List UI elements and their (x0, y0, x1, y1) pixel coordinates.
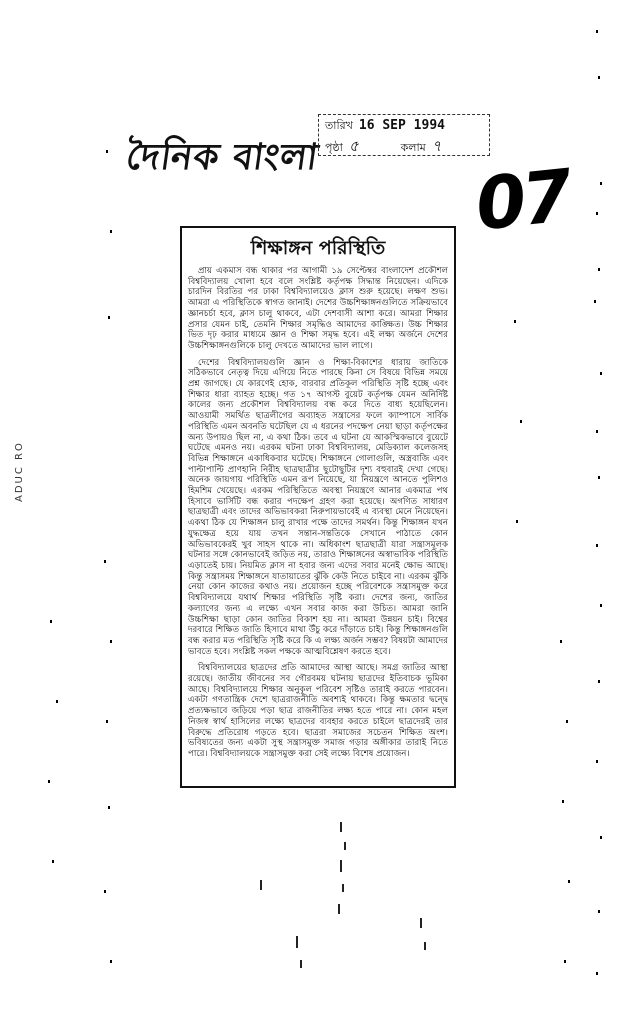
stamp-date-label: তারিখ (325, 119, 353, 132)
stamp-date-value: 16 SEP 1994 (358, 118, 445, 133)
clipping-stamp (318, 114, 490, 156)
article-paragraph: দেশের বিশ্ববিদ্যালয়গুলি জ্ঞান ও শিক্ষা-বিকাশের ধারায় জাতিকে সঠিকভাবে নেতৃত্ব দিয়ে এগিয়ে নিতে পারছে কিনা সে বিষয়ে বিভিন্ন সময়ে প্রশ্ন জাগছে। যে কারণেই হোক, বারবার প্রতিকূল পরিস্থিতি সৃষ্টি হচ্ছে এবং শিক্ষার ধারা ব্যাহত হচ্ছে। গত ১৭ আগস্ট বুয়েট কর্তৃপক্ষ যেমন অনির্দিষ্ট কালের জন্য প্রকৌশল বিশ্ববিদ্যালয় বন্ধ করে দিতে বাধ্য হয়েছিলেন। আওয়ামী সমর্থিত ছাত্রলীগের অব্যাহত সন্ত্রাসের ফলে ক্যাম্পাসে সার্বিক পরিস্থিতি এমন অবনতি ঘটেছিল যে এ ধরনের পদক্ষেপ নেয়া ছাড়া কর্তৃপক্ষের অন্য উপায়ও ছিল না, এ কথা ঠিক। তবে এ ঘটনা যে আকস্মিকভাবে বুয়েটে ঘটেছে এমনও নয়। এরকম ঘটনা ঢাকা বিশ্ববিদ্যালয়, মেডিক্যাল কলেজসহ বিভিন্ন শিক্ষাঙ্গনে একাধিকবার ঘটেছে। শিক্ষাঙ্গনে গোলাগুলি, অস্ত্রবাজি এবং পাল্টাপাল্টি প্রাণহানি নিরীহ ছাত্রছাত্রীর ছুটোছুটির দৃশ্য বহুবারই দেখা গেছে। অনেক জায়গায় পরিস্থিতি এমন রূপ নিয়েছে, যা নিয়ন্ত্রণে আনতে পুলিশও হিমশিম খেয়েছে। এরকম পরিস্থিতিতে অবস্থা নিয়ন্ত্রণে আনার একমাত্র পথ হিসাবে ভার্সিটি বন্ধ করার পদক্ষেপ গ্রহণ করা হয়েছে। অগণিত সাধারণ ছাত্রছাত্রী এবং তাদের অভিভাবকরা নিরুপায়ভাবেই এ ব্যবস্থা মেনে নিয়েছেন। একথা ঠিক যে শিক্ষাঙ্গন চালু রাখার পক্ষে তাদের সমর্থন। কিন্তু শিক্ষাঙ্গন যখন যুদ্ধক্ষেত্র হয়ে যায় তখন সন্তান-সন্ততিকে সেখানে পাঠাতে কোন অভিভাবকেরই খুব সাহস থাকে না। অধিকাংশ ছাত্রছাত্রী যারা সন্ত্রাসমূলক ঘটনার সঙ্গে কোনভাবেই জড়িত নয়, তারাও শিক্ষাঙ্গনের অস্বাভাবিক পরিস্থিতি এড়াতেই চায়। নিয়মিত ক্লাস না হবার জন্য এদের সবার মনেই ক্ষোভ আছে। কিন্তু সন্ত্রাসময় শিক্ষাঙ্গনে যাতায়াতের ঝুঁকি কেউ নিতে চাইবে না। এরকম ঝুঁকি নেয়া কোন কাজের কথাও নয়। প্রয়োজন হচ্ছে পরিবেশকে সন্ত্রাসমুক্ত করে বিশ্ববিদ্যালয়ে যথার্থ শিক্ষার পরিস্থিতি সৃষ্টি করা। দেশের জন্য, জাতির কল্যাণের জন্য এ লক্ষ্যে এখন সবার কাজ করা উচিত। আমরা জানি উচ্চশিক্ষা ছাড়া কোন জাতির বিকাশ হয় না। আমরা উন্নয়ন চাই। বিশ্বের দরবারে শিক্ষিত জাতি হিসাবে মাথা উঁচু করে দাঁড়াতে চাই। কিন্তু শিক্ষাঙ্গনগুলি বন্ধ করার মত পরিস্থিতি সৃষ্টি করে কি এ লক্ষ্য অর্জন সম্ভব? বিষয়টা আমাদের ভাবতে হবে। সংশ্লিষ্ট সকল পক্ষকে আত্মবিশ্লেষণ করতে হবে। (188, 357, 448, 657)
article-title: শিক্ষাঙ্গন পরিস্থিতি (250, 237, 386, 259)
newspaper-masthead: দৈনিক বাংলা (123, 136, 322, 178)
stamp-column-label: কলাম (400, 141, 426, 154)
stamp-column-value: ৭ (431, 137, 442, 155)
stamp-page-value: ৫ (348, 137, 359, 155)
article-clipping (180, 226, 456, 788)
article-paragraph: প্রায় একমাস বন্ধ থাকার পর আগামী ১৯ সেপ্টেম্বর বাংলাদেশ প্রকৌশল বিশ্ববিদ্যালয় খোলা হবে বলে সংশ্লিষ্ট কর্তৃপক্ষ সিদ্ধান্ত নিয়েছেন। এদিকে চারদিন বিরতির পর ঢাকা বিশ্ববিদ্যালয়েও ক্লাস শুরু হয়েছে। লক্ষণ শুভ। আমরা এ পরিস্থিতিকে স্বাগত জানাই। দেশের উচ্চশিক্ষাঙ্গনগুলিতে সক্রিয়ভাবে জ্ঞানচর্চা হবে, ক্লাস চালু থাকবে, এটা দেশবাসী আশা করে। আমরা শিক্ষার প্রসার যেমন চাই, তেমনি শিক্ষার সমৃদ্ধিও আমাদের কাঙ্ক্ষিত। উচ্চ শিক্ষার ভিত দৃঢ় করার মাধ্যমে জ্ঞান ও শিক্ষা সমৃদ্ধ হবে। এই লক্ষ্য অর্জনে দেশের উচ্চশিক্ষাঙ্গনগুলিকে চালু দেখতে আমাদের ভাল লাগে। (188, 266, 448, 351)
side-stamp-text: ADUC RO (14, 441, 25, 502)
stamp-page-label: পৃষ্ঠা (325, 141, 343, 154)
article-paragraph: বিশ্ববিদ্যালয়ের ছাত্রদের প্রতি আমাদের আস্থা আছে। সমগ্র জাতির আস্থা রয়েছে। জাতীয় জীবনের সব গৌরবময় ঘটনায় ছাত্রদের ইতিবাচক ভূমিকা আছে। বিশ্ববিদ্যালয়ে শিক্ষার অনুকূল পরিবেশ সৃষ্টিও তারাই করতে পারবেন। একটা গণতান্ত্রিক দেশে ছাত্ররাজনীতি অবশ্যই থাকবে। কিন্তু ক্ষমতার দ্বন্দ্বে প্রত্যক্ষভাবে জড়িয়ে পড়া ছাত্র রাজনীতির লক্ষ্য হতে পারে না। কোন মহল নিজস্ব স্বার্থ হাসিলের লক্ষ্যে ছাত্রদের ব্যবহার করতে চাইলে ছাত্রদেরই তার বিরুদ্ধে প্রতিরোধ গড়তে হবে। ছাত্ররা সমাজের সচেতন শিক্ষিত অংশ। ভবিষ্যতের জন্য একটা সুস্থ সন্ত্রাসমুক্ত সমাজ গড়ার অঙ্গীকার তারাই নিতে পারে। বিশ্ববিদ্যালয়কে সন্ত্রাসমুক্ত করা সেই লক্ষ্যে বিশেষ প্রয়োজন। (188, 663, 448, 759)
handwritten-file-number: 07 (471, 153, 573, 247)
